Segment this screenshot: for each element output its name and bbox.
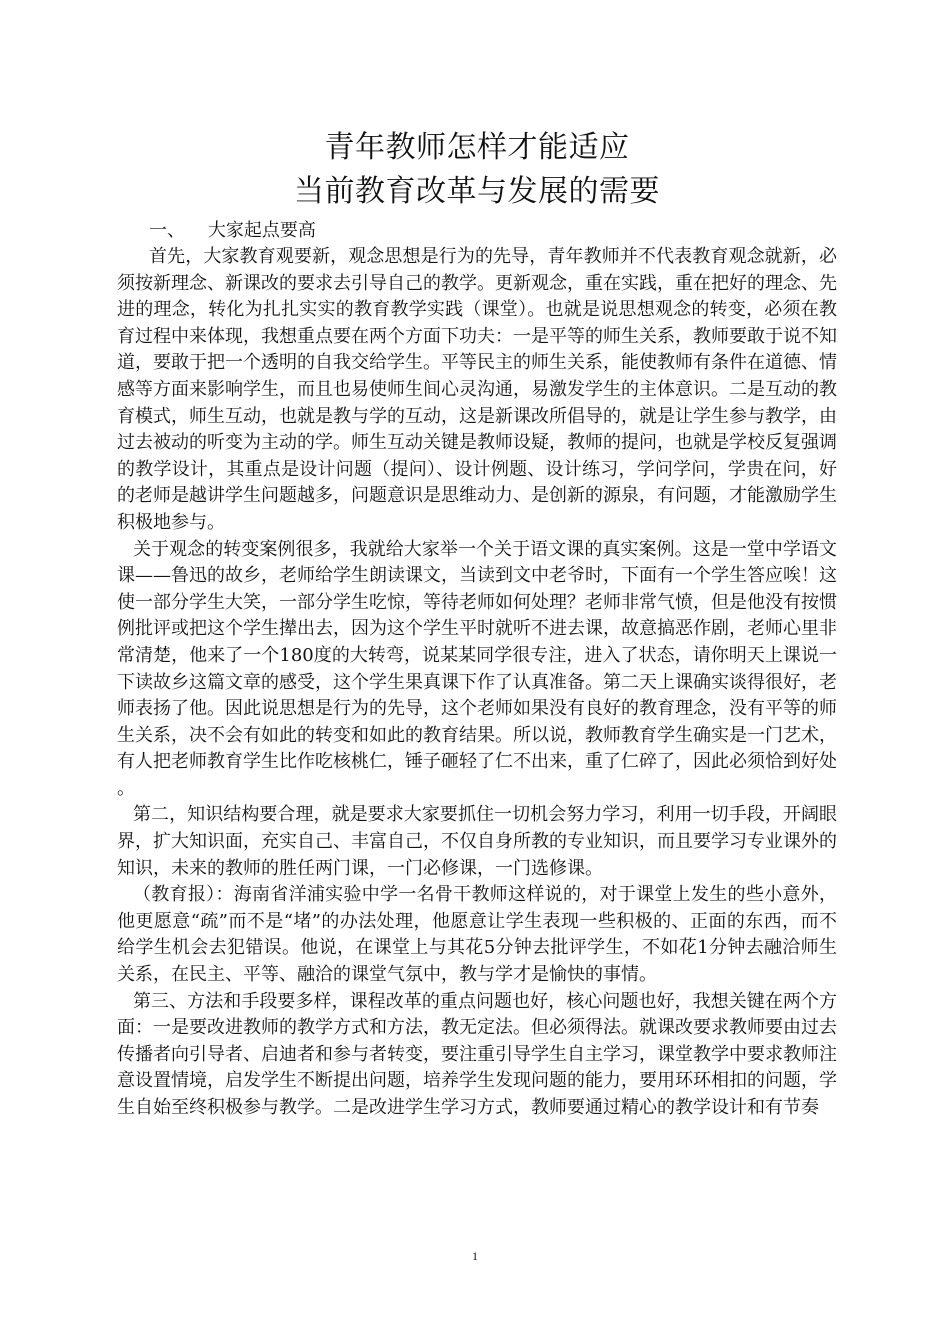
paragraph-3: 第二，知识结构要合理，就是要求大家要抓住一切机会努力学习，利用一切手段，开阔眼界，扩大知识面，充实自己、丰富自己，不仅自身所教的专业知识，而且要学习专业课外的知识，未来的教师的胜任两门课，一门必修课，一门选修课。 (117, 804, 837, 879)
page-number: 1 (472, 1249, 478, 1263)
title-line-2: 当前教育改革与发展的需要 (294, 174, 660, 209)
paragraph-2: 关于观念的转变案例很多，我就给大家举一个关于语文课的真实案例。这是一堂中学语文课——鲁迅的故乡，老师给学生朗读课文，当读到文中老爷时，下面有一个学生答应唉！这使一部分学生大笑，一部分学生吃惊，等待老师如何处理？老师非常气愤，但是他没有按惯例批评或把这个学生撵出去，因为这个学生平时就听不进去课，故意搞恶作剧，老师心里非常清楚，他来了一个180度的大转弯，说某某同学很专注，进入了状态，请你明天上课说一下读故乡这篇文章的感受，这个学生果真课下作了认真准备。第二天上课确实谈得很好，老师表扬了他。因此说思想是行为的先导，这个老师如果没有良好的教育理念，没有平等的师生关系，决不会有如此的转变和如此的教育结果。所以说，教师教育学生确实是一门艺术，有人把老师教育学生比作吃核桃仁，锤子砸轻了仁不出来，重了仁碎了，因此必须恰到好处。 (117, 538, 837, 799)
paragraph-1: 首先，大家教育观要新，观念思想是行为的先导，青年教师并不代表教育观念就新，必须按新理念、新课改的要求去引导自己的教学。更新观念，重在实践，重在把好的理念、先进的理念，转化为扎扎实实的教育教学实践（课堂）。也就是说思想观念的转变，必须在教育过程中来体现，我想重点要在两个方面下功夫：一是平等的师生关系，教师要敢于说不知道，要敢于把一个透明的自我交给学生。平等民主的师生关系，能使教师有条件在道德、情感等方面来影响学生，而且也易使师生间心灵沟通，易激发学生的主体意识。二是互动的教育模式，师生互动，也就是教与学的互动，这是新课改所倡导的，就是让学生参与教学，由过去被动的听变为主动的学。师生互动关键是教师设疑，教师的提问，也就是学校反复强调的教学设计，其重点是设计问题（提问）、设计例题、设计练习，学问学问，学贵在问，好的老师是越讲学生问题越多，问题意识是思维动力、是创新的源泉，有问题，才能激励学生积极地参与。 (117, 246, 837, 533)
title-line-1: 青年教师怎样才能适应 (324, 130, 630, 165)
paragraph-4: （教育报）：海南省洋浦实验中学一名骨干教师这样说的，对于课堂上发生的些小意外，他更愿意“疏”而不是“堵”的办法处理，他愿意让学生表现一些积极的、正面的东西，而不给学生机会去犯错误。他说，在课堂上与其花5分钟去批评学生，不如花1分钟去融洽师生关系，在民主、平等、融洽的课堂气氛中，教与学才是愉快的事情。 (117, 884, 837, 986)
document-title (117, 126, 837, 214)
section-heading: 一、 大家起点要高 (149, 220, 316, 241)
paragraph-5: 第三、方法和手段要多样，课程改革的重点问题也好，核心问题也好，我想关键在两个方面：一是要改进教师的教学方式和方法，教无定法。但必须得法。就课改要求教师要由过去传播者向引导者、启迪者和参与者转变，要注重引导学生自主学习，课堂教学中要求教师注意设置情境，启发学生不断提出问题，培养学生发现问题的能力，要用环环相扣的问题，学生自始至终积极参与教学。二是改进学生学习方式，教师要通过精心的教学设计和有节奏 (117, 990, 837, 1118)
